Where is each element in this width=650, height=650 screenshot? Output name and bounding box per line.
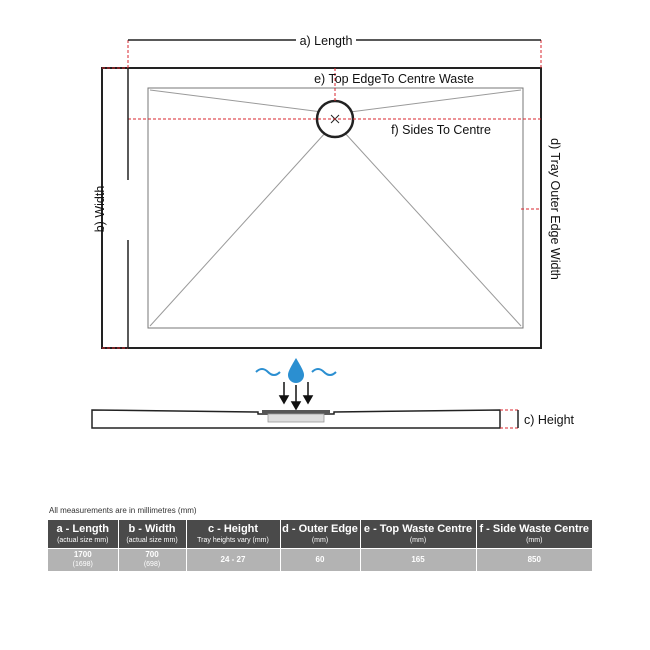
cell-subvalue: (1698) [72,561,93,568]
cell-length [48,549,118,572]
measurements-table [48,520,592,571]
cell-value: 60 [315,555,325,564]
cell-width [118,549,186,572]
column-header-height [186,520,280,549]
width-label: b) Width [93,185,107,233]
cell-side-waste-centre [476,549,592,572]
header-title: c - Height [207,523,259,535]
cell-value: 24 - 27 [220,555,246,564]
header-subtitle: (mm) [409,537,427,544]
outer-edge-label: d) Tray Outer Edge Width [548,138,562,280]
cell-height [186,549,280,572]
cell-value: 1700 [73,550,92,559]
water-drop-icon [288,358,304,383]
length-label: a) Length [299,34,353,48]
header-subtitle: (mm) [311,537,329,544]
tray-side-profile [92,410,500,428]
header-title: a - Length [56,523,110,535]
header-subtitle: (actual size mm) [126,537,178,544]
column-header-side-waste-centre [476,520,592,549]
header-subtitle: (actual size mm) [57,537,109,544]
wave-icon [312,369,336,375]
cell-value: 700 [145,550,159,559]
column-header-length [48,520,118,549]
measurements-table-section [48,506,592,571]
header-title: e - Top Waste Centre [363,523,473,535]
top-edge-label: e) Top EdgeTo Centre Waste [314,72,474,86]
tray-top-view [102,68,541,348]
cell-outer-edge [280,549,360,572]
waste-outlet [262,410,330,414]
column-header-width [118,520,186,549]
table-row [48,549,592,572]
header-subtitle: (mm) [526,537,543,544]
table-header-row [48,520,592,549]
column-header-outer-edge [280,520,360,549]
header-title: b - Width [128,523,176,535]
sides-label: f) Sides To Centre [391,123,491,137]
water-flow-icon [256,358,336,409]
cell-top-waste-centre [360,549,476,572]
wave-icon [256,369,280,375]
column-header-top-waste-centre [360,520,476,549]
cell-value: 165 [411,555,425,564]
cell-value: 850 [527,555,541,564]
waste-body [268,414,324,422]
down-arrow-icon [280,382,312,409]
header-subtitle: Tray heights vary (mm) [197,537,269,544]
cell-subvalue: (698) [143,561,161,568]
height-dimension [500,410,518,428]
dimension-lines [102,40,541,348]
header-title: d - Outer Edge [282,523,358,535]
header-title: f - Side Waste Centre [479,523,590,535]
height-label: c) Height [524,413,575,427]
measurements-note: All measurements are in millimetres (mm) [49,506,197,515]
